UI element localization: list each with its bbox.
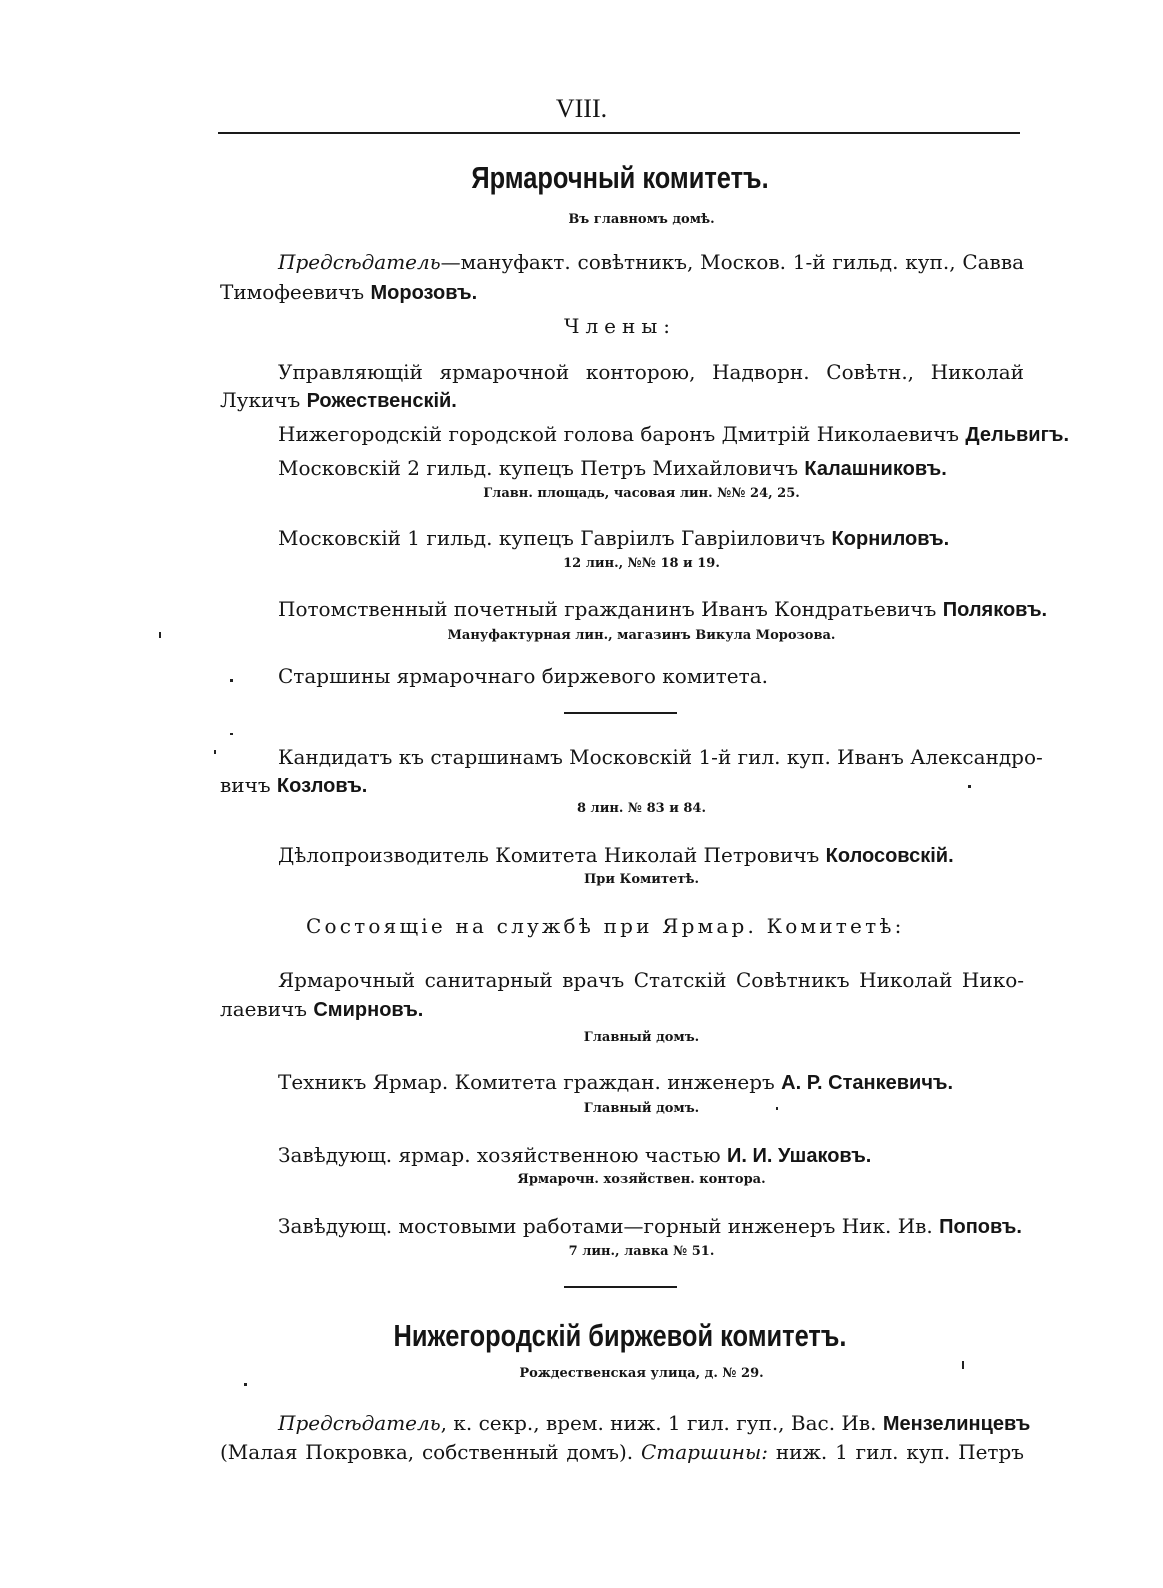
exchange-committee-location: Рождественская улица, д. № 29. — [519, 1366, 764, 1381]
member-5 — [278, 597, 1047, 622]
clerk-surname: Колосовскій. — [825, 845, 954, 867]
member-3-address: Главн. площадь, часовая лин. №№ 24, 25. — [483, 486, 800, 501]
staff-4 — [278, 1214, 1022, 1239]
elders-label: Старшины: — [640, 1440, 769, 1464]
exchange-chair-text: , к. секр., врем. ниж. 1 гил. гуп., Вас. Ив. — [440, 1411, 883, 1435]
scan-speck — [776, 1107, 778, 1110]
staff-2-address: Главный домъ. — [583, 1101, 700, 1116]
member-1-surname: Рожественскій. — [306, 390, 457, 412]
member-1-line-2 — [220, 388, 457, 413]
member-3-text: Московскій 2 гильд. купецъ Петръ Михайловичъ — [278, 456, 805, 480]
exchange-chair-line-1 — [278, 1411, 1031, 1436]
page-number: VIII. — [555, 94, 608, 123]
staff-1-patronymic: лаевичъ — [220, 997, 314, 1021]
member-4-address: 12 лин., №№ 18 и 19. — [563, 556, 720, 571]
staff-4-surname: Поповъ. — [939, 1216, 1022, 1238]
divider-rule — [564, 712, 677, 714]
staff-1-line-1: Ярмарочный санитарный врачъ Статскій Совѣтникъ Николай Нико- — [278, 968, 1024, 992]
staff-1-line-2 — [220, 997, 423, 1022]
chair-surname: Морозовъ. — [370, 282, 478, 304]
scan-speck — [244, 1383, 247, 1386]
member-5-text: Потомственный почетный гражданинъ Иванъ Кондратьевичъ — [278, 597, 943, 621]
chair-line-2 — [220, 280, 477, 305]
candidate-surname: Козловъ. — [276, 775, 368, 797]
member-4-surname: Корниловъ. — [831, 528, 950, 550]
scan-speck — [214, 750, 216, 754]
member-4 — [278, 526, 949, 551]
exchange-chair-address: (Малая Покровка, собственный домъ). — [220, 1440, 641, 1464]
scan-speck — [230, 679, 233, 682]
member-2-text: Нижегородскій городской голова баронъ Дмитрій Николаевичъ — [278, 422, 966, 446]
section-title-fair-committee: Ярмарочный комитетъ. — [471, 160, 769, 195]
member-5-address: Мануфактурная лин., магазинъ Викула Морозова. — [447, 628, 836, 643]
staff-heading: Состоящіе на службѣ при Ярмар. Комитетѣ: — [306, 914, 905, 938]
chair-patronymic: Тимофеевичъ — [220, 280, 371, 304]
member-5-surname: Поляковъ. — [942, 599, 1048, 621]
members-heading: Члены: — [564, 314, 676, 338]
chair-text: —мануфакт. совѣтникъ, Москов. 1-й гильд. куп., Савва — [440, 250, 1024, 274]
scan-speck — [230, 733, 233, 735]
scan-speck — [968, 785, 971, 788]
staff-2-surname: А. Р. Станкевичъ. — [781, 1072, 954, 1094]
chair-label: Предсѣдатель — [278, 250, 441, 274]
staff-1-surname: Смирновъ. — [313, 999, 424, 1021]
member-3 — [278, 456, 947, 481]
clerk-text: Дѣлопроизводитель Комитета Николай Петровичъ — [278, 843, 826, 867]
chair-line-1 — [278, 250, 1024, 274]
staff-2 — [278, 1070, 953, 1095]
exchange-chair-label: Предсѣдатель — [278, 1411, 441, 1435]
scan-speck — [159, 632, 161, 638]
section-title-exchange-committee: Нижегородскій биржевой комитетъ. — [393, 1318, 847, 1353]
elders-text: ниж. 1 гил. куп. Петръ — [768, 1440, 1024, 1464]
section-end-rule — [564, 1286, 677, 1288]
scan-speck — [962, 1361, 964, 1369]
member-1-patronymic: Лукичъ — [220, 388, 307, 412]
staff-3-surname: И. И. Ушаковъ. — [727, 1145, 872, 1167]
exchange-chair-line-2 — [220, 1440, 1024, 1464]
staff-1-address: Главный домъ. — [583, 1030, 700, 1045]
candidate-line-2 — [220, 773, 367, 798]
fair-committee-location: Въ главномъ домѣ. — [568, 212, 715, 227]
member-2-surname: Дельвигъ. — [965, 424, 1070, 446]
member-6: Старшины ярмарочнаго биржевого комитета. — [278, 664, 768, 688]
staff-3 — [278, 1143, 871, 1168]
staff-2-text: Техникъ Ярмар. Комитета граждан. инженеръ — [278, 1070, 782, 1094]
exchange-chair-surname: Мензелинцевъ — [882, 1413, 1031, 1435]
candidate-line-1: Кандидатъ къ старшинамъ Московскій 1-й гил. куп. Иванъ Александро- — [278, 745, 1043, 769]
candidate-address: 8 лин. № 83 и 84. — [576, 801, 706, 816]
header-rule — [218, 132, 1020, 134]
member-2 — [278, 422, 1069, 447]
staff-3-address: Ярмарочн. хозяйствен. контора. — [517, 1172, 766, 1187]
member-1-line-1: Управляющій ярмарочной конторою, Надворн. Совѣтн., Николай — [278, 360, 1024, 384]
staff-4-address: 7 лин., лавка № 51. — [568, 1244, 715, 1259]
clerk-address: При Комитетѣ. — [583, 872, 699, 887]
member-4-text: Московскій 1 гильд. купецъ Гавріилъ Гавріиловичъ — [278, 526, 832, 550]
staff-3-text: Завѣдующ. ярмар. хозяйственною частью — [278, 1143, 728, 1167]
clerk — [278, 843, 954, 868]
candidate-patronymic: вичъ — [220, 773, 277, 797]
member-3-surname: Калашниковъ. — [804, 458, 947, 480]
staff-4-text: Завѣдующ. мостовыми работами—горный инженеръ Ник. Ив. — [278, 1214, 940, 1238]
